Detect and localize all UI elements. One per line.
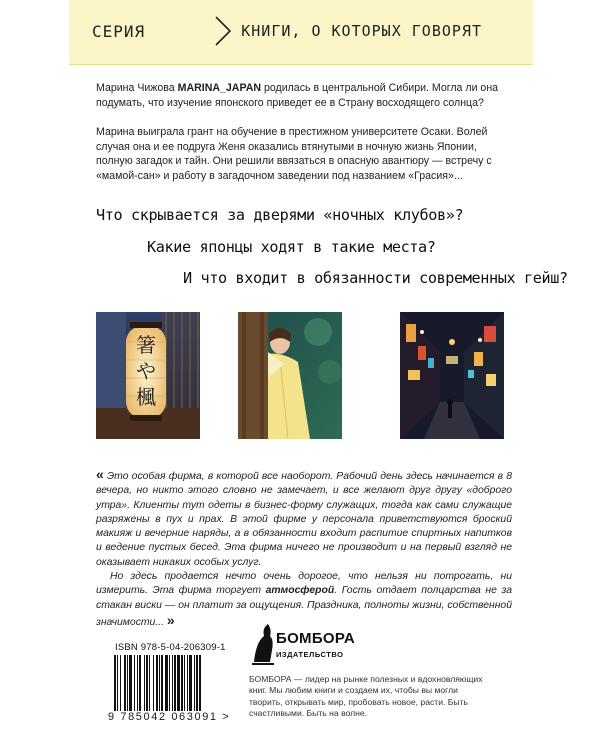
barcode-bar [165, 655, 168, 713]
barcode-bar [134, 655, 135, 713]
isbn-number: ISBN 978-5-04-206309-1 [115, 642, 226, 653]
barcode-bar [144, 655, 145, 713]
publisher-name: БОМБОРА [276, 630, 356, 647]
open-quote-mark: « [96, 466, 104, 482]
barcode-bar [172, 655, 173, 713]
series-label: СЕРИЯ [92, 22, 146, 41]
question-2: Какие японцы ходят в такие места? [147, 238, 436, 256]
publisher-description: БОМБОРА — лидер на рынке полезных и вдохновляющих книг. Мы любим книги и создаем их, чтобы вы могли творить, открывать мир, пробовать новое, расти. Быть счастливыми. Быть на волне. [249, 674, 483, 719]
barcode-bar [161, 655, 163, 713]
question-3: И что входит в обязанности современных гейш? [183, 269, 568, 287]
quote-emphasis: атмосферой [265, 585, 335, 597]
close-quote-mark: » [166, 611, 175, 628]
barcode-bar [146, 655, 148, 713]
barcode-bar [139, 655, 141, 713]
author-handle: MARINA_JAPAN [177, 82, 262, 94]
series-title: КНИГИ, О КОТОРЫХ ГОВОРЯТ [241, 22, 482, 40]
barcode-digits: 9 785042 063091 > [108, 711, 240, 723]
barcode-bar [129, 655, 132, 713]
question-1: Что скрывается за дверями «ночных клубов»? [96, 206, 464, 224]
barcode-bar [187, 655, 188, 713]
barcode-bar [194, 655, 195, 713]
barcode-bar [137, 655, 138, 713]
barcode-bar [189, 655, 192, 713]
barcode-bar [184, 655, 185, 713]
barcode-bar [156, 655, 158, 713]
lantern-glyph-1: 箸 [136, 333, 156, 357]
barcode-bar [196, 655, 198, 719]
barcode-bar [199, 655, 201, 719]
barcode-bar [181, 655, 183, 713]
quote-paragraph-2: Но здесь продается нечто очень дорогое, что нельзя ни потрогать, ни измерить. Эта фирма торгует атмосферой. Гость отдает полцарства не за стакан виски — он платит за ощущения. Праздника, полноты жизни, собственной значимости... » [96, 571, 512, 628]
intro-paragraph-1: Марина Чижова MARINA_JAPAN родилась в центральной Сибири. Могла ли она подумать, что изучение японского приведет ее в Страну восходящего солнца? [96, 82, 499, 109]
woman-in-kimono-photo [238, 312, 342, 439]
barcode-bar [159, 655, 160, 713]
lantern-street-photo [96, 312, 200, 439]
barcode-bar [127, 655, 128, 713]
chevron-right-icon [210, 14, 236, 48]
night-alley-photo [400, 312, 504, 439]
lantern-glyph-2: や [136, 359, 156, 383]
barcode-bar [174, 655, 176, 713]
barcode-bar [117, 655, 118, 719]
barcode-bar [120, 655, 121, 713]
barcode-bar [114, 655, 116, 719]
barcode-bar [177, 655, 180, 713]
intro-paragraph-2: Марина выиграла грант на обучение в престижном университете Осаки. Волей случая она и ее подруга Женя оказались втянутыми в ночную жизнь Японии, полную загадок и тайн. Они решили ввязаться в опасную авантюру — встречу с «мамой-сан» и работу в загадочном заведении под названием «Грасия»... [96, 126, 492, 182]
barcode-bar [169, 655, 170, 713]
publisher-subtitle: ИЗДАТЕЛЬСТВО [276, 650, 344, 659]
barcode-bar [149, 655, 150, 713]
excerpt-quote [96, 467, 512, 630]
barcode-bar [153, 655, 154, 713]
lantern-glyph-3: 楓 [136, 385, 156, 409]
barcode-bar [124, 655, 126, 713]
quote-paragraph-1: Это особая фирма, в которой все наоборот. Рабочий день здесь начинается в 8 вечера, но никто этого словно не замечает, и все желают друг другу «доброго утра». Клиенты тут одеты в бизнес-форму служащих, тогда как сами служащие разряжены в пух и прах. В этой фирме у персонала приветствуются броский макияж и вечерние наряды, а в обязанности входит распитие спиртных напитков и ведение пустых бесед. Эта фирма ничего не производит и на первый взгляд не оказывает никаких особых услуг. [96, 471, 512, 568]
